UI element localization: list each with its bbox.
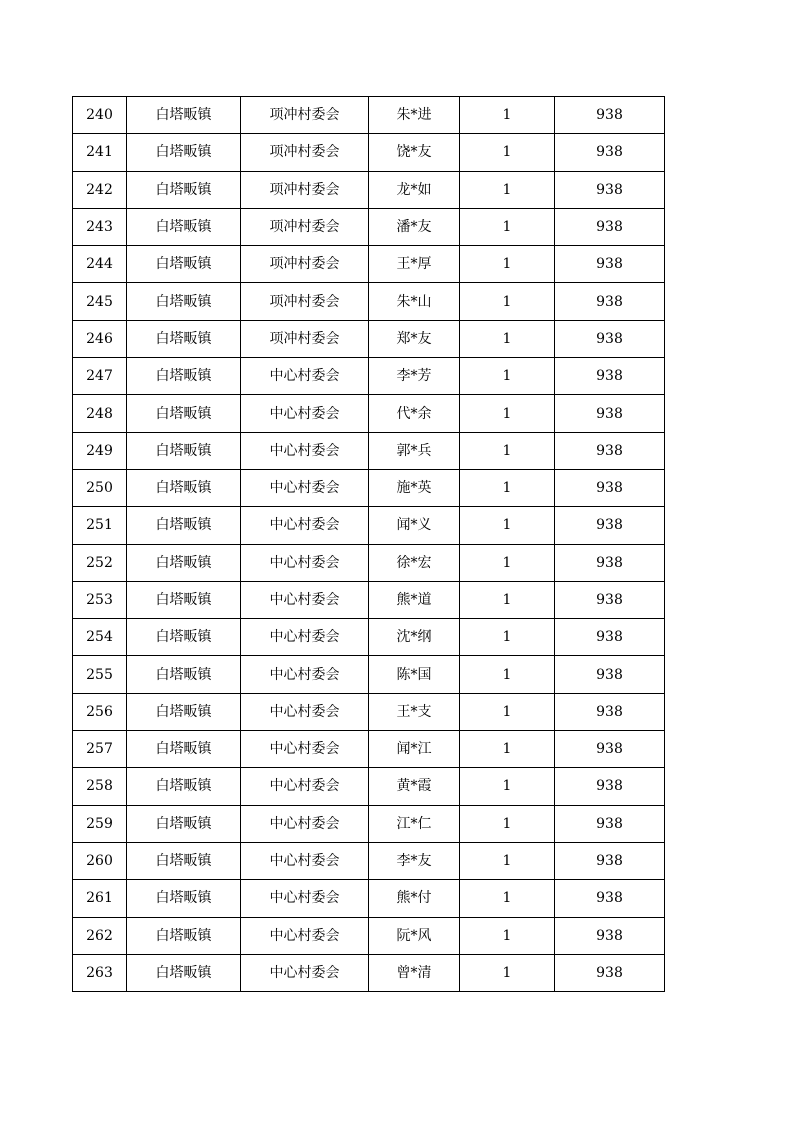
town-cell: 白塔畈镇 [127,917,241,954]
row-number-cell: 247 [73,358,127,395]
row-number-cell: 249 [73,432,127,469]
amount-cell: 938 [555,842,665,879]
town-cell: 白塔畈镇 [127,768,241,805]
village-committee-cell: 中心村委会 [241,731,369,768]
town-cell: 白塔畈镇 [127,954,241,991]
row-number-cell: 243 [73,208,127,245]
village-committee-cell: 中心村委会 [241,507,369,544]
row-number-cell: 246 [73,320,127,357]
town-cell: 白塔畈镇 [127,171,241,208]
count-cell: 1 [460,320,555,357]
count-cell: 1 [460,208,555,245]
village-committee-cell: 中心村委会 [241,469,369,506]
village-committee-cell: 中心村委会 [241,917,369,954]
person-name-cell: 熊*道 [369,581,460,618]
person-name-cell: 代*余 [369,395,460,432]
count-cell: 1 [460,581,555,618]
person-name-cell: 王*支 [369,693,460,730]
town-cell: 白塔畈镇 [127,507,241,544]
person-name-cell: 陈*国 [369,656,460,693]
table-row [73,656,665,693]
table-row [73,581,665,618]
village-committee-cell: 中心村委会 [241,805,369,842]
row-number-cell: 258 [73,768,127,805]
count-cell: 1 [460,507,555,544]
row-number-cell: 263 [73,954,127,991]
table-row [73,917,665,954]
person-name-cell: 朱*山 [369,283,460,320]
town-cell: 白塔畈镇 [127,395,241,432]
table-row [73,97,665,134]
table-row [73,544,665,581]
amount-cell: 938 [555,469,665,506]
amount-cell: 938 [555,656,665,693]
village-committee-cell: 中心村委会 [241,358,369,395]
town-cell: 白塔畈镇 [127,693,241,730]
village-committee-cell: 项冲村委会 [241,171,369,208]
row-number-cell: 261 [73,880,127,917]
village-committee-cell: 项冲村委会 [241,283,369,320]
town-cell: 白塔畈镇 [127,358,241,395]
person-name-cell: 施*英 [369,469,460,506]
table-row [73,395,665,432]
count-cell: 1 [460,283,555,320]
table-row [73,805,665,842]
person-name-cell: 江*仁 [369,805,460,842]
town-cell: 白塔畈镇 [127,208,241,245]
table-row [73,768,665,805]
town-cell: 白塔畈镇 [127,880,241,917]
amount-cell: 938 [555,880,665,917]
town-cell: 白塔畈镇 [127,619,241,656]
village-committee-cell: 中心村委会 [241,693,369,730]
count-cell: 1 [460,805,555,842]
person-name-cell: 王*厚 [369,246,460,283]
amount-cell: 938 [555,805,665,842]
person-name-cell: 熊*付 [369,880,460,917]
amount-cell: 938 [555,134,665,171]
count-cell: 1 [460,358,555,395]
amount-cell: 938 [555,768,665,805]
town-cell: 白塔畈镇 [127,469,241,506]
person-name-cell: 郭*兵 [369,432,460,469]
table-row [73,880,665,917]
row-number-cell: 251 [73,507,127,544]
count-cell: 1 [460,469,555,506]
person-name-cell: 沈*纲 [369,619,460,656]
row-number-cell: 259 [73,805,127,842]
village-committee-cell: 中心村委会 [241,768,369,805]
count-cell: 1 [460,768,555,805]
table-row [73,432,665,469]
table-row [73,842,665,879]
person-name-cell: 黄*霞 [369,768,460,805]
town-cell: 白塔畈镇 [127,320,241,357]
count-cell: 1 [460,880,555,917]
count-cell: 1 [460,171,555,208]
person-name-cell: 潘*友 [369,208,460,245]
table-row [73,693,665,730]
amount-cell: 938 [555,358,665,395]
amount-cell: 938 [555,581,665,618]
count-cell: 1 [460,544,555,581]
town-cell: 白塔畈镇 [127,581,241,618]
village-committee-cell: 项冲村委会 [241,246,369,283]
person-name-cell: 郑*友 [369,320,460,357]
amount-cell: 938 [555,432,665,469]
person-name-cell: 李*芳 [369,358,460,395]
village-committee-cell: 中心村委会 [241,880,369,917]
amount-cell: 938 [555,544,665,581]
village-committee-cell: 项冲村委会 [241,320,369,357]
town-cell: 白塔畈镇 [127,283,241,320]
count-cell: 1 [460,917,555,954]
amount-cell: 938 [555,693,665,730]
amount-cell: 938 [555,320,665,357]
count-cell: 1 [460,693,555,730]
table-row [73,507,665,544]
row-number-cell: 255 [73,656,127,693]
amount-cell: 938 [555,507,665,544]
row-number-cell: 245 [73,283,127,320]
person-name-cell: 闻*义 [369,507,460,544]
row-number-cell: 262 [73,917,127,954]
table-row [73,469,665,506]
count-cell: 1 [460,246,555,283]
town-cell: 白塔畈镇 [127,544,241,581]
village-committee-cell: 中心村委会 [241,544,369,581]
amount-cell: 938 [555,246,665,283]
row-number-cell: 253 [73,581,127,618]
amount-cell: 938 [555,731,665,768]
table-row [73,171,665,208]
table-row [73,283,665,320]
town-cell: 白塔畈镇 [127,842,241,879]
row-number-cell: 250 [73,469,127,506]
count-cell: 1 [460,97,555,134]
person-name-cell: 阮*风 [369,917,460,954]
row-number-cell: 260 [73,842,127,879]
count-cell: 1 [460,395,555,432]
count-cell: 1 [460,619,555,656]
town-cell: 白塔畈镇 [127,805,241,842]
village-committee-cell: 中心村委会 [241,395,369,432]
village-committee-cell: 中心村委会 [241,656,369,693]
count-cell: 1 [460,134,555,171]
village-committee-cell: 中心村委会 [241,954,369,991]
table-row [73,208,665,245]
village-committee-cell: 中心村委会 [241,619,369,656]
amount-cell: 938 [555,917,665,954]
person-name-cell: 徐*宏 [369,544,460,581]
row-number-cell: 240 [73,97,127,134]
village-committee-cell: 项冲村委会 [241,134,369,171]
amount-cell: 938 [555,619,665,656]
count-cell: 1 [460,842,555,879]
village-committee-cell: 中心村委会 [241,842,369,879]
amount-cell: 938 [555,954,665,991]
village-committee-cell: 项冲村委会 [241,97,369,134]
table-row [73,134,665,171]
count-cell: 1 [460,432,555,469]
row-number-cell: 256 [73,693,127,730]
town-cell: 白塔畈镇 [127,97,241,134]
row-number-cell: 257 [73,731,127,768]
row-number-cell: 252 [73,544,127,581]
table-row [73,954,665,991]
person-name-cell: 闻*江 [369,731,460,768]
town-cell: 白塔畈镇 [127,656,241,693]
row-number-cell: 254 [73,619,127,656]
village-committee-cell: 中心村委会 [241,432,369,469]
table-row [73,320,665,357]
row-number-cell: 242 [73,171,127,208]
person-name-cell: 饶*友 [369,134,460,171]
amount-cell: 938 [555,395,665,432]
roster-table-body [73,97,665,992]
person-name-cell: 朱*进 [369,97,460,134]
amount-cell: 938 [555,283,665,320]
table-row [73,619,665,656]
table-row [73,358,665,395]
amount-cell: 938 [555,97,665,134]
row-number-cell: 244 [73,246,127,283]
town-cell: 白塔畈镇 [127,134,241,171]
count-cell: 1 [460,656,555,693]
amount-cell: 938 [555,171,665,208]
roster-table [72,96,665,992]
count-cell: 1 [460,954,555,991]
person-name-cell: 曾*清 [369,954,460,991]
town-cell: 白塔畈镇 [127,246,241,283]
person-name-cell: 李*友 [369,842,460,879]
row-number-cell: 248 [73,395,127,432]
town-cell: 白塔畈镇 [127,731,241,768]
village-committee-cell: 项冲村委会 [241,208,369,245]
town-cell: 白塔畈镇 [127,432,241,469]
village-committee-cell: 中心村委会 [241,581,369,618]
row-number-cell: 241 [73,134,127,171]
person-name-cell: 龙*如 [369,171,460,208]
table-row [73,731,665,768]
count-cell: 1 [460,731,555,768]
amount-cell: 938 [555,208,665,245]
table-row [73,246,665,283]
